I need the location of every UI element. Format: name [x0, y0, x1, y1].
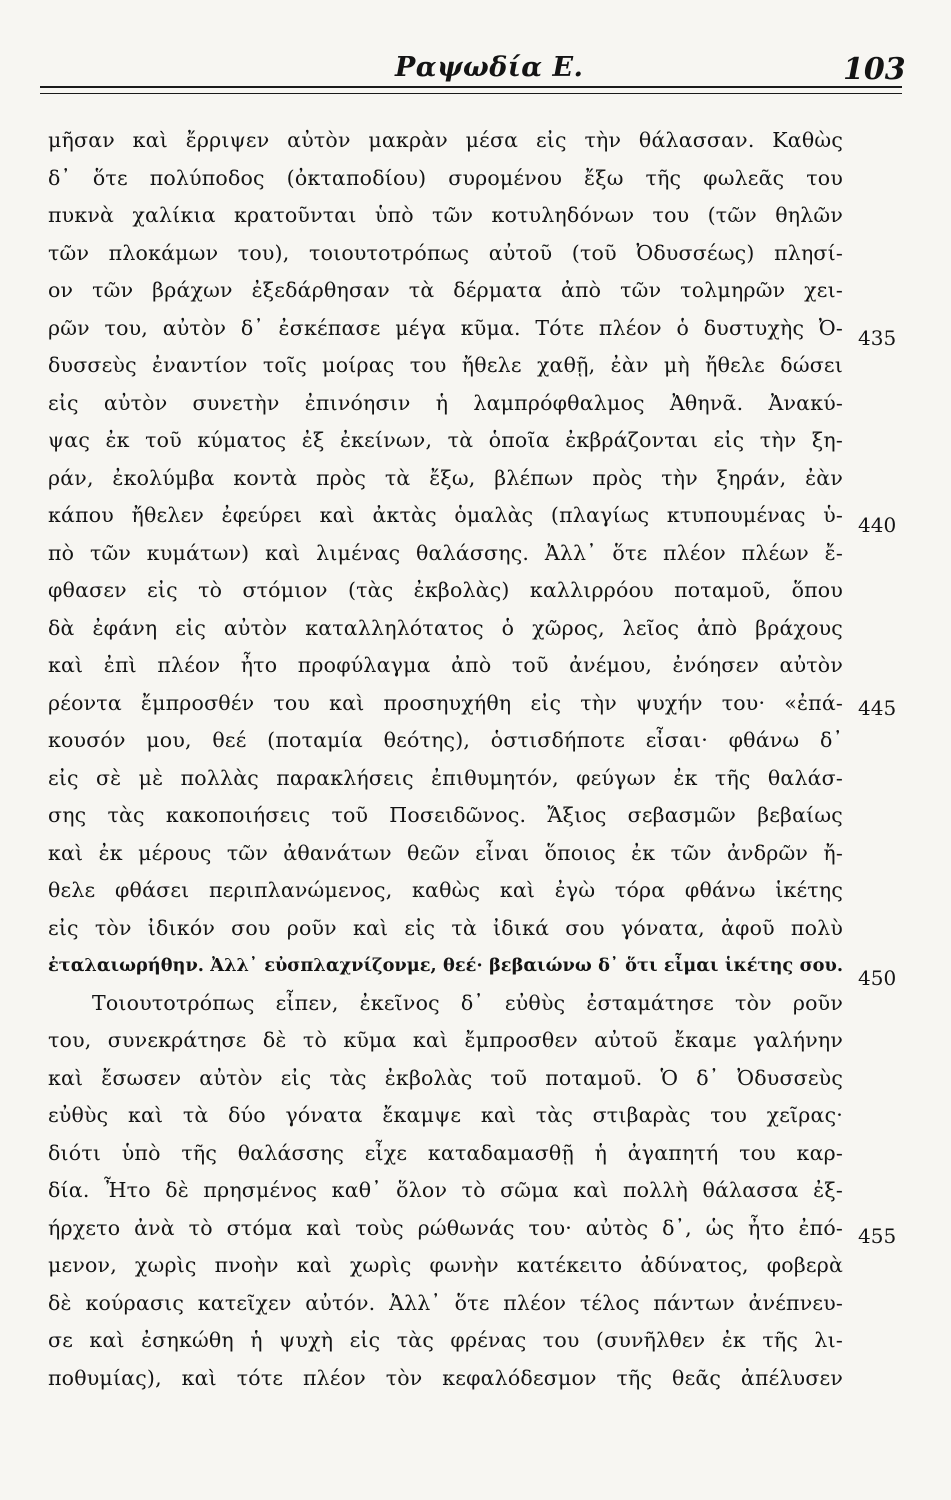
text-line: δυσσεὺς ἐναντίον τοῖς μοίρας του ἤθελε χαθῇ, ἐὰν μὴ ἤθελε δώσει	[48, 353, 843, 377]
page-header-title: Ραψωδία Ε.	[395, 52, 584, 83]
text-line: σε καὶ ἐσηκώθη ἡ ψυχὴ εἰς τὰς φρένας του (συνῆλθεν ἐκ τῆς λι-	[48, 1328, 843, 1352]
text-line: δία. Ἦτο δὲ πρησμένος καθ᾽ ὅλον τὸ σῶμα καὶ πολλὴ θάλασσα ἐξ-	[48, 1178, 843, 1202]
text-line: ρέοντα ἔμπροσθέν του καὶ προσηυχήθη εἰς τὴν ψυχήν του· «ἐπά-	[48, 690, 843, 715]
text-line: καὶ ἔσωσεν αὐτὸν εἰς τὰς ἐκβολὰς τοῦ ποταμοῦ. Ὁ δ᾽ Ὀδυσσεὺς	[48, 1065, 843, 1090]
text-line: καὶ ἐκ μέρους τῶν ἀθανάτων θεῶν εἶναι ὅποιος ἐκ τῶν ἀνδρῶν ἤ-	[48, 840, 843, 865]
text-line: ψας ἐκ τοῦ κύματος ἐξ ἐκείνων, τὰ ὁποῖα ἐκβράζονται εἰς τὴν ξη-	[48, 428, 843, 452]
text-line: πυκνὰ χαλίκια κρατοῦνται ὑπὸ τῶν κοτυληδόνων του (τῶν θηλῶν	[48, 203, 843, 227]
text-line: τῶν πλοκάμων του), τοιουτοτρόπως αὐτοῦ (τοῦ Ὀδυσσέως) πλησί-	[48, 240, 843, 265]
text-line: ρῶν του, αὐτὸν δ᾽ ἐσκέπασε μέγα κῦμα. Τότε πλέον ὁ δυστυχὴς Ὀ-	[48, 315, 843, 340]
text-line: πὸ τῶν κυμάτων) καὶ λιμένας θαλάσσης. Ἀλλ᾽ ὅτε πλέον πλέων ἔ-	[48, 540, 843, 565]
text-line: καὶ ἐπὶ πλέον ἦτο προφύλαγμα ἀπὸ τοῦ ἀνέμου, ἐνόησεν αὐτὸν	[48, 653, 843, 677]
verse-line-number: 445	[858, 696, 897, 720]
text-line: ήρχετο ἀνὰ τὸ στόμα καὶ τοὺς ρώθωνάς του· αὐτὸς δ᾽, ὡς ἦτο ἐπό-	[48, 1215, 843, 1240]
text-line-bold: ἐταλαιωρήθην. Ἀλλ᾽ εὐσπλαχνίζονμε, θεέ· βεβαιώνω δ᾽ ὅτι εἶμαι ἱκέτης σου.	[48, 955, 843, 976]
text-line: μῆσαν καὶ ἔρριψεν αὐτὸν μακρὰν μέσα εἰς τὴν θάλασσαν. Καθὼς	[48, 128, 843, 152]
text-line: δ᾽ ὅτε πολύποδος (ὀκταποδίου) συρομένου ἔξω τῆς φωλεᾶς του	[48, 165, 843, 190]
verse-line-number: 435	[858, 326, 897, 350]
text-line: κάπου ἤθελεν ἐφεύρει καὶ ἀκτὰς ὁμαλὰς (πλαγίως κτυπουμένας ὑ-	[48, 503, 843, 527]
text-line: του, συνεκράτησε δὲ τὸ κῦμα καὶ ἔμπροσθεν αὐτοῦ ἔκαμε γαλήνην	[48, 1028, 843, 1052]
text-line: εὐθὺς καὶ τὰ δύο γόνατα ἔκαμψε καὶ τὰς στιβαρὰς του χεῖρας·	[48, 1103, 843, 1127]
header-rule-thin	[40, 93, 902, 94]
body-text	[48, 122, 843, 1397]
text-line: διότι ὑπὸ τῆς θαλάσσης εἶχε καταδαμασθῇ ἡ ἀγαπητή του καρ-	[48, 1140, 843, 1165]
text-line: δὲ κούρασις κατεῖχεν αὐτόν. Ἀλλ᾽ ὅτε πλέον τέλος πάντων ἀνέπνευ-	[48, 1290, 843, 1315]
verse-line-number: 440	[858, 513, 897, 537]
text-line-indented: Τοιουτοτρόπως εἶπεν, ἐκεῖνος δ᾽ εὐθὺς ἐσταμάτησε τὸν ροῦν	[92, 990, 843, 1015]
header-rule	[40, 86, 902, 88]
text-line: εἰς σὲ μὲ πολλὰς παρακλήσεις ἐπιθυμητόν, φεύγων ἐκ τῆς θαλάσ-	[48, 765, 843, 790]
text-line: φθασεν εἰς τὸ στόμιον (τὰς ἐκβολὰς) καλλιρρόου ποταμοῦ, ὅπου	[48, 578, 843, 602]
text-line: ποθυμίας), καὶ τότε πλέον τὸν κεφαλόδεσμον τῆς θεᾶς ἀπέλυσεν	[48, 1365, 843, 1390]
verse-line-number: 455	[858, 1224, 897, 1248]
text-line: ράν, ἐκολύμβα κοντὰ πρὸς τὰ ἔξω, βλέπων πρὸς τὴν ξηράν, ἐὰν	[48, 465, 843, 490]
page-number: 103	[843, 52, 906, 87]
text-line: εἰς αὐτὸν συνετὴν ἐπινόησιν ἡ λαμπρόφθαλμος Ἀθηνᾶ. Ἀνακύ-	[48, 390, 843, 415]
text-line: εἰς τὸν ἰδικόν σου ροῦν καὶ εἰς τὰ ἰδικά σου γόνατα, ἀφοῦ πολὺ	[48, 915, 843, 940]
text-line: κουσόν μου, θεέ (ποταμία θεότης), ὁστισδήποτε εἶσαι· φθάνω δ᾽	[48, 728, 843, 752]
text-line: θελε φθάσει περιπλανώμενος, καθὼς καὶ ἐγὼ τόρα φθάνω ἱκέτης	[48, 878, 843, 902]
text-line: ον τῶν βράχων ἐξεδάρθησαν τὰ δέρματα ἀπὸ τῶν τολμηρῶν χει-	[48, 278, 843, 302]
text-line: δὰ ἐφάνη εἰς αὐτὸν καταλληλότατος ὁ χῶρος, λεῖος ἀπὸ βράχους	[48, 615, 843, 640]
text-line: σης τὰς κακοποιήσεις τοῦ Ποσειδῶνος. Ἄξιος σεβασμῶν βεβαίως	[48, 803, 843, 827]
text-line: μενον, χωρὶς πνοὴν καὶ χωρὶς φωνὴν κατέκειτο ἀδύνατος, φοβερὰ	[48, 1253, 843, 1277]
verse-line-number: 450	[858, 966, 897, 990]
